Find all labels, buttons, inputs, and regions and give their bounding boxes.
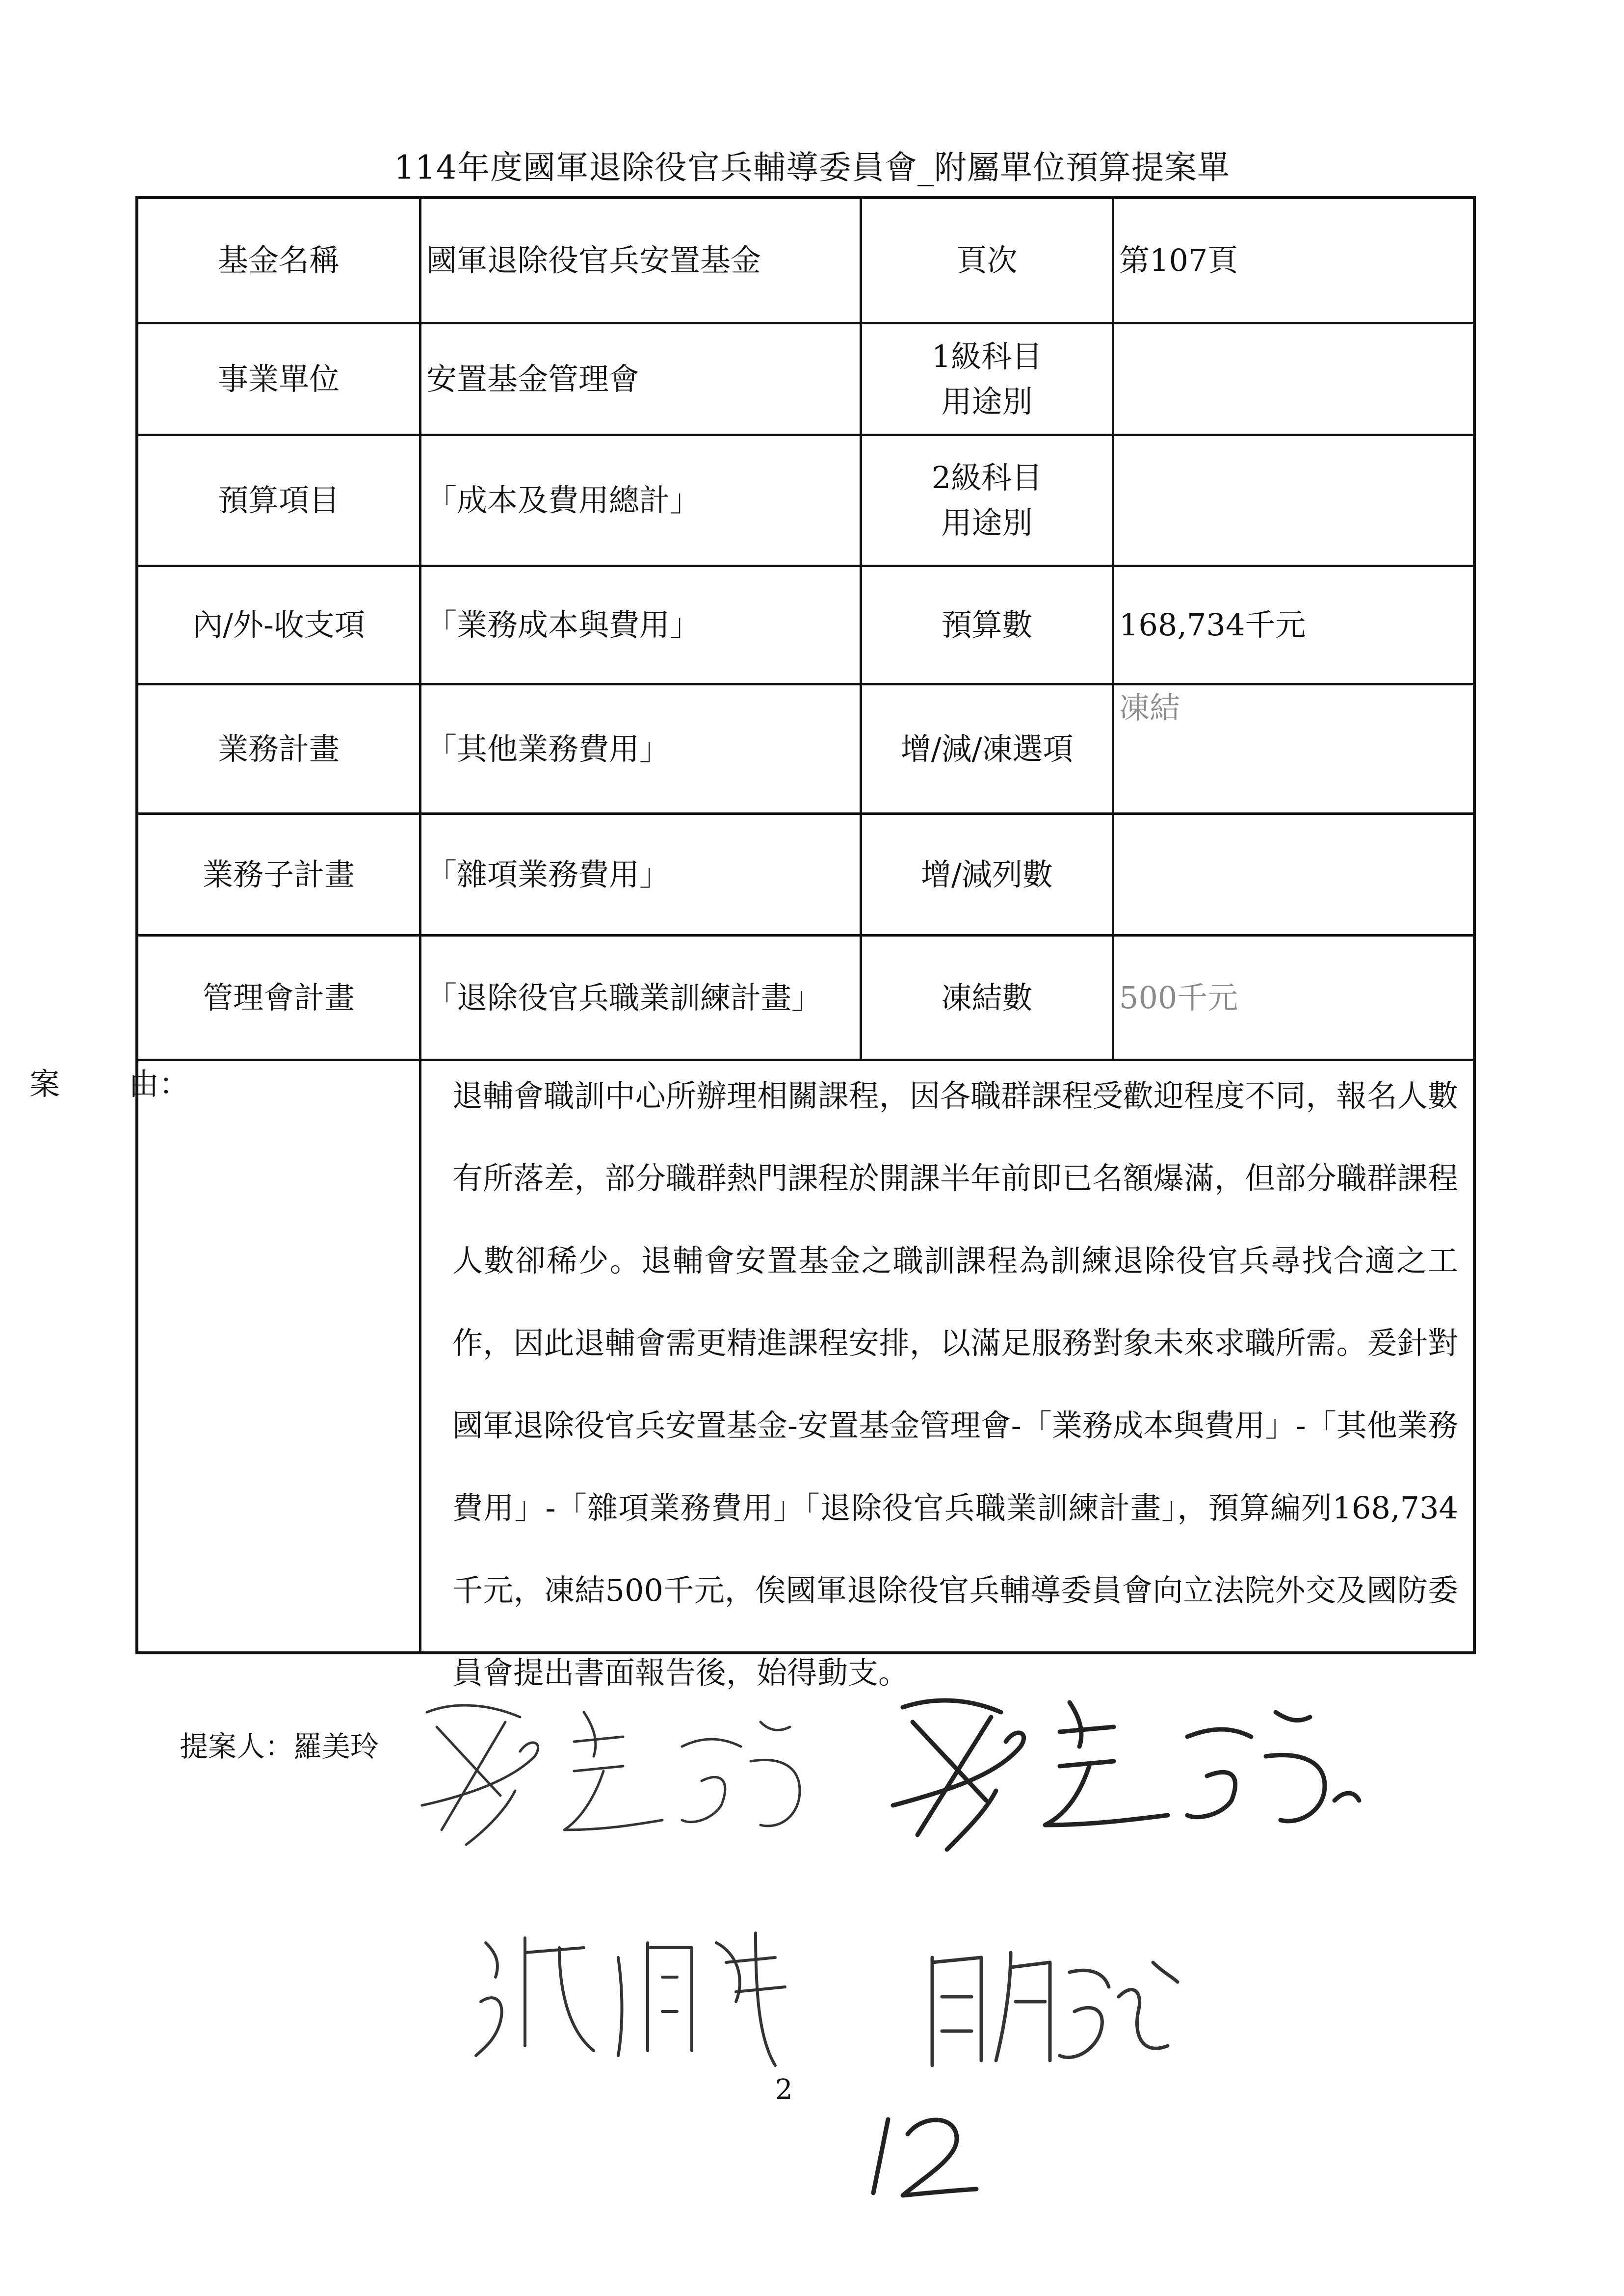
label-business-plan: 業務計畫 (217, 731, 340, 767)
value-page: 第107頁 (1119, 242, 1238, 278)
value-budget-item: 「成本及費用總計」 (426, 482, 701, 518)
value-budget-amount: 168,734千元 (1119, 607, 1306, 643)
page-number: 2 (775, 2074, 793, 2106)
proposer: 提案人：羅美玲 (180, 1730, 379, 1763)
value-business-unit: 安置基金管理會 (426, 361, 640, 397)
label-budget-amount: 預算數 (941, 607, 1033, 643)
label-page: 頁次 (956, 242, 1018, 278)
label-level1-subject: 1級科目 用途別 (931, 338, 1043, 419)
reason-text: 退輔會職訓中心所辦理相關課程，因各職群課程受歡迎程度不同，報名人數有所落差，部分職群熱門課程於開課半年前即已名額爆滿，但部分職群課程人數卻稀少。退輔會安置基金之職訓課程為訓練退除役官兵尋找合適之工作，因此退輔會需更精進課程安排，以滿足服務對象未來求職所需。爰針對國軍退除役官兵安置基金-安置基金管理會-「業務成本與費用」-「其他業務費用」-「雜項業務費用」「退除役官兵職業訓練計畫」，預算編列168,734千元，凍結500千元，俟國軍退除役官兵輔導委員會向立法院外交及國防委員會提出書面報告後，始得動支。 (452, 1078, 1458, 1691)
document-title: 114年度國軍退除役官兵輔導委員會_附屬單位預算提案單 (394, 149, 1230, 186)
value-level2-subject (1114, 436, 1472, 565)
signature-4 (913, 1923, 1187, 2080)
value-frozen-amount: 500千元 (1119, 979, 1238, 1016)
label-management-plan: 管理會計畫 (202, 979, 355, 1016)
label-change-amount: 增/減列數 (921, 856, 1053, 892)
value-change-amount (1114, 815, 1472, 934)
value-level1-subject (1114, 324, 1472, 434)
label-fund-name: 基金名稱 (217, 242, 340, 278)
value-fund-name: 國軍退除役官兵安置基金 (426, 242, 761, 278)
label-frozen-amount: 凍結數 (941, 979, 1033, 1016)
signature-3 (461, 1904, 814, 2080)
value-management-plan: 「退除役官兵職業訓練計畫」 (426, 979, 822, 1016)
label-business-subplan: 業務子計畫 (202, 856, 355, 892)
value-income-expense: 「業務成本與費用」 (426, 607, 701, 643)
value-change-option: 凍結 (1119, 690, 1180, 726)
signature-2 (873, 1668, 1374, 1864)
label-income-expense: 內/外-收支項 (192, 607, 365, 643)
label-change-option: 增/減/凍選項 (900, 731, 1074, 767)
label-business-unit: 事業單位 (217, 361, 340, 397)
reason-label: 案 由： (29, 1066, 190, 1102)
label-level2-subject: 2級科目 用途別 (931, 460, 1043, 541)
value-business-subplan: 「雜項業務費用」 (426, 856, 670, 892)
signature-1 (407, 1683, 839, 1859)
label-budget-item: 預算項目 (217, 482, 340, 518)
handwritten-page-number (864, 2105, 981, 2203)
value-business-plan: 「其他業務費用」 (426, 731, 670, 767)
